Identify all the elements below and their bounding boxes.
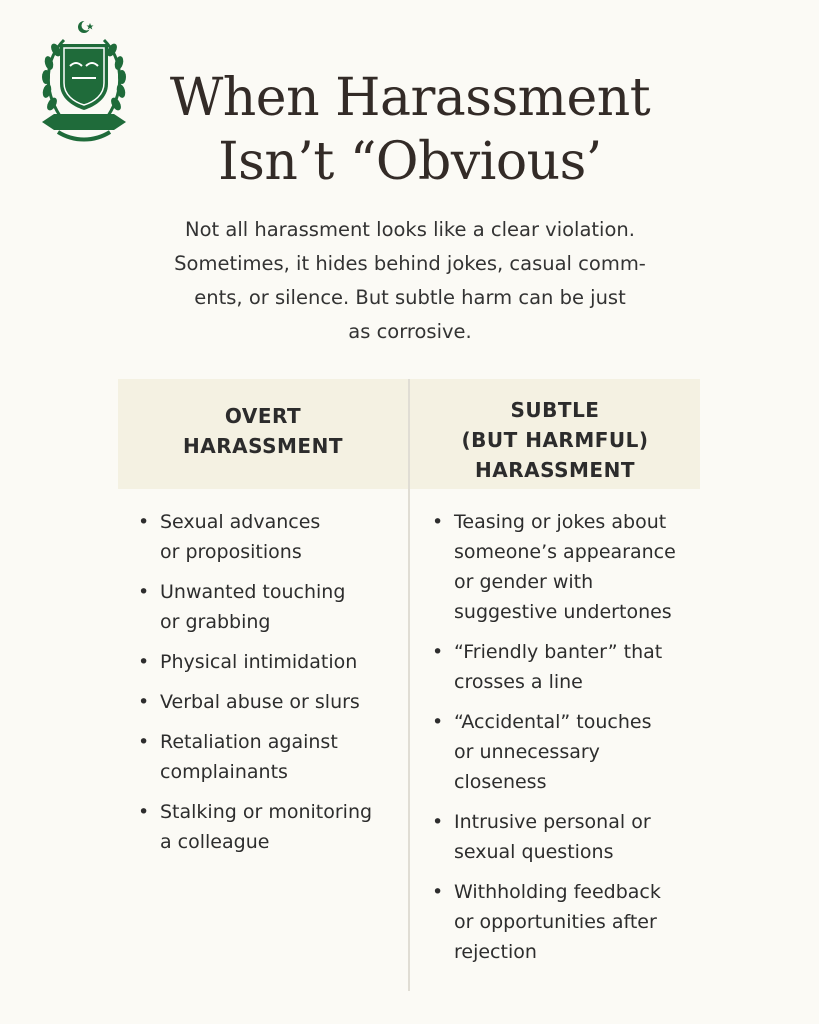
bullet-icon: • (432, 511, 444, 533)
subtle-heading-line-2: (BUT HARMFUL) (461, 428, 649, 452)
list-item (138, 797, 398, 857)
list-item-line: or unnecessary (454, 741, 600, 763)
subtle-list (432, 507, 702, 977)
list-item-line: Retaliation against (160, 731, 338, 753)
list-item-line: Unwanted touching (160, 581, 346, 603)
bullet-icon: • (432, 881, 444, 903)
list-item (432, 877, 702, 967)
bullet-icon: • (432, 711, 444, 733)
intro-line-2: Sometimes, it hides behind jokes, casual comm- (174, 252, 646, 275)
overt-list (138, 507, 398, 867)
overt-heading-line-2: HARASSMENT (183, 434, 343, 458)
list-item-line: “Friendly banter” that (454, 641, 663, 663)
list-item-line: Withholding feedback (454, 881, 661, 903)
list-item (432, 507, 702, 627)
list-item (138, 507, 398, 567)
subtle-heading-line-1: SUBTLE (510, 398, 600, 422)
bullet-icon: • (138, 731, 150, 753)
list-item-line: Physical intimidation (160, 651, 358, 673)
list-item (138, 727, 398, 787)
list-item-line: complainants (160, 761, 288, 783)
bullet-icon: • (138, 801, 150, 823)
intro-line-1: Not all harassment looks like a clear violation. (185, 218, 635, 241)
list-item-line: suggestive undertones (454, 601, 672, 623)
subtle-heading-line-3: HARASSMENT (475, 458, 635, 482)
list-item-line: Stalking or monitoring (160, 801, 373, 823)
bullet-icon: • (432, 641, 444, 663)
bullet-icon: • (138, 581, 150, 603)
list-item (432, 707, 702, 797)
list-item-line: or gender with (454, 571, 594, 593)
list-item-line: rejection (454, 941, 537, 963)
list-item (138, 687, 398, 717)
ombudsperson-emblem-icon (34, 18, 134, 143)
list-item (138, 647, 398, 677)
page-title (130, 66, 690, 194)
bullet-icon: • (138, 691, 150, 713)
list-item-line: or opportunities after (454, 911, 657, 933)
comparison-table (118, 379, 700, 991)
list-item (432, 807, 702, 867)
overt-heading-line-1: OVERT (224, 404, 302, 428)
list-item-line: Verbal abuse or slurs (160, 691, 360, 713)
ombudsperson-logo (34, 18, 134, 143)
title-line-2: Isn’t “Obvious’ (218, 132, 602, 192)
list-item-line: Teasing or jokes about (454, 511, 667, 533)
list-item-line: someone’s appearance (454, 541, 676, 563)
list-item-line: “Accidental” touches (454, 711, 652, 733)
overt-column-heading (118, 401, 408, 461)
list-item-line: sexual questions (454, 841, 614, 863)
intro-line-3: ents, or silence. But subtle harm can be just (194, 286, 626, 309)
bullet-icon: • (432, 811, 444, 833)
list-item-line: or propositions (160, 541, 302, 563)
intro-line-4: as corrosive. (348, 320, 472, 343)
list-item (138, 577, 398, 637)
intro-paragraph (120, 213, 700, 349)
list-item-line: closeness (454, 771, 547, 793)
title-line-1: When Harassment (169, 68, 651, 128)
bullet-icon: • (138, 511, 150, 533)
bullet-icon: • (138, 651, 150, 673)
list-item (432, 637, 702, 697)
subtle-column-heading (410, 395, 700, 485)
list-item-line: or grabbing (160, 611, 271, 633)
list-item-line: Sexual advances (160, 511, 321, 533)
list-item-line: Intrusive personal or (454, 811, 651, 833)
list-item-line: a colleague (160, 831, 270, 853)
list-item-line: crosses a line (454, 671, 583, 693)
